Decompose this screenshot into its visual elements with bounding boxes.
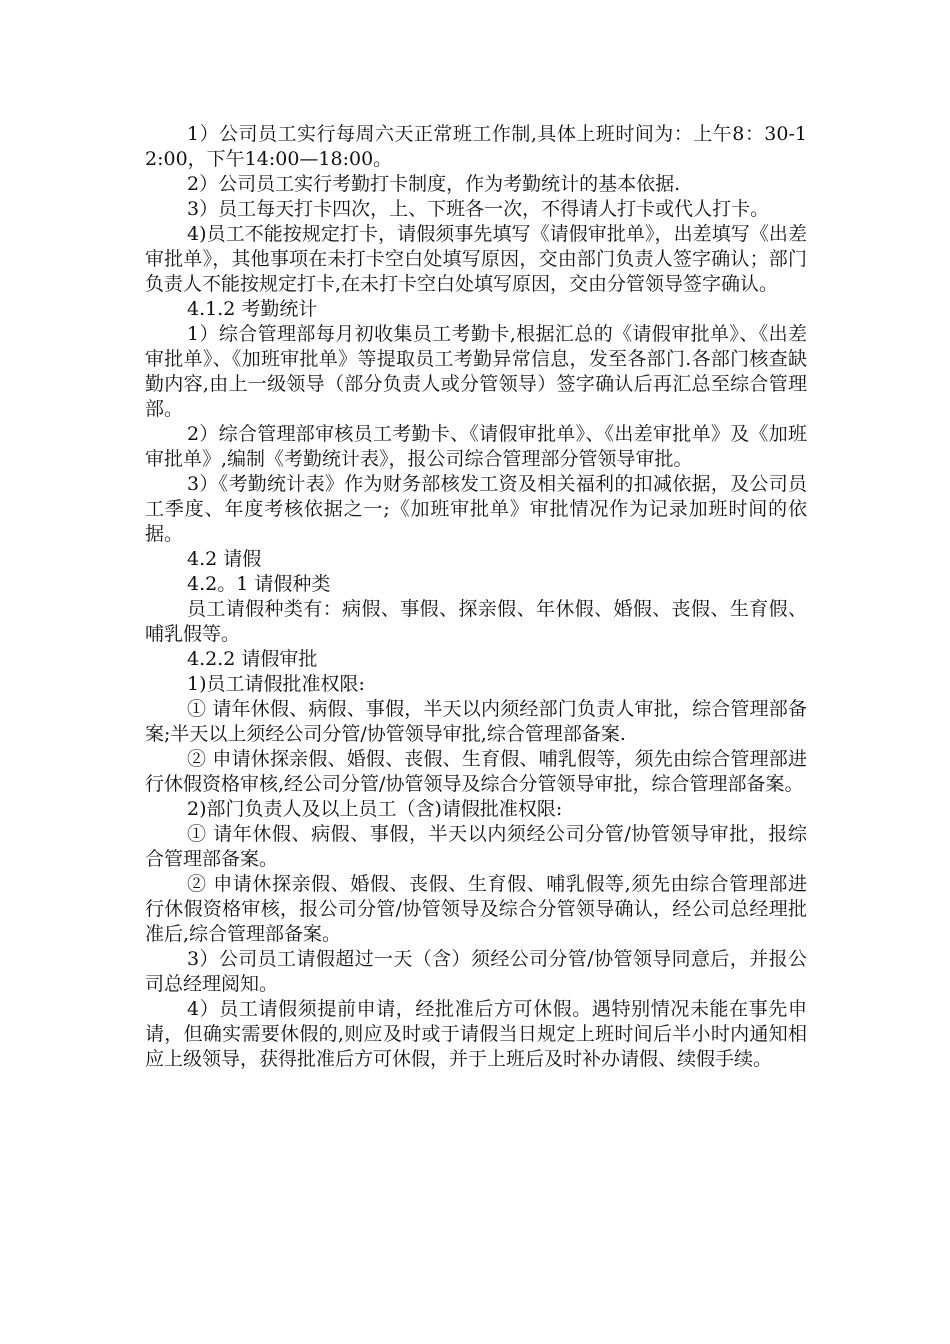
paragraph-employee-annual-leave: ① 请年休假、病假、事假，半天以内须经部门负责人审批，综合管理部备案;半天以上须经公司分管/协管领导审批,综合管理部备案. — [145, 698, 807, 745]
paragraph-missed-clock-in: 4)员工不能按规定打卡，请假须事先填写《请假审批单》，出差填写《出差审批单》，其他事项在未打卡空白处填写原因，交由部门负责人签字确认；部门负责人不能按规定打卡,在未打卡空白处填写原因，交由分管领导签字确认。 — [145, 223, 807, 295]
paragraph-stats-usage: 3）《考勤统计表》作为财务部核发工资及相关福利的扣减依据，及公司员工季度、年度考核依据之一;《加班审批单》审批情况作为记录加班时间的依据。 — [145, 473, 807, 545]
paragraph-work-schedule: 1）公司员工实行每周六天正常班工作制,具体上班时间为：上午8：30-12:00，下午14:00—18:00。 — [145, 123, 807, 170]
paragraph-manager-special-leave: ② 申请休探亲假、婚假、丧假、生育假、哺乳假等,须先由综合管理部进行休假资格审核，报公司分管/协管领导及综合分管领导确认，经公司总经理批准后,综合管理部备案。 — [145, 873, 807, 945]
heading-attendance-statistics: 4.1.2 考勤统计 — [187, 298, 318, 320]
paragraph-manager-annual-leave: ① 请年休假、病假、事假，半天以内须经公司分管/协管领导审批，报综合管理部备案。 — [145, 823, 807, 870]
paragraph-manager-approval-authority: 2)部门负责人及以上员工（含)请假批准权限: — [187, 798, 563, 820]
heading-leave: 4.2 请假 — [187, 548, 262, 570]
document-page — [145, 122, 807, 1072]
paragraph-stats-review: 2）综合管理部审核员工考勤卡、《请假审批单》、《出差审批单》及《加班审批单》,编制《考勤统计表》，报公司综合管理部分管领导审批。 — [145, 423, 807, 470]
paragraph-employee-special-leave: ② 申请休探亲假、婚假、丧假、生育假、哺乳假等，须先由综合管理部进行休假资格审核,经公司分管/协管领导及综合分管领导审批，综合管理部备案。 — [145, 748, 807, 795]
paragraph-over-one-day: 3）公司员工请假超过一天（含）须经公司分管/协管领导同意后，并报公司总经理阅知。 — [145, 948, 807, 995]
paragraph-employee-approval-authority: 1)员工请假批准权限: — [187, 673, 365, 695]
paragraph-clock-in-system: 2）公司员工实行考勤打卡制度，作为考勤统计的基本依据. — [187, 173, 681, 195]
paragraph-advance-application: 4）员工请假须提前申请，经批准后方可休假。遇特别情况未能在事先申请，但确实需要休假的,则应及时或于请假当日规定上班时间后半小时内通知相应上级领导，获得批准后方可休假，并于上班后及时补办请假、续假手续。 — [145, 998, 807, 1070]
paragraph-leave-types-list: 员工请假种类有：病假、事假、探亲假、年休假、婚假、丧假、生育假、哺乳假等。 — [145, 598, 807, 645]
paragraph-stats-collection: 1）综合管理部每月初收集员工考勤卡,根据汇总的《请假审批单》、《出差审批单》、《加班审批单》等提取员工考勤异常信息，发至各部门.各部门核查缺勤内容,由上一级领导（部分负责人或分管领导）签字确认后再汇总至综合管理部。 — [145, 323, 807, 420]
heading-leave-types: 4.2。1 请假种类 — [187, 573, 331, 595]
heading-leave-approval: 4.2.2 请假审批 — [187, 648, 318, 670]
paragraph-clock-in-times: 3）员工每天打卡四次，上、下班各一次，不得请人打卡或代人打卡。 — [187, 198, 770, 220]
